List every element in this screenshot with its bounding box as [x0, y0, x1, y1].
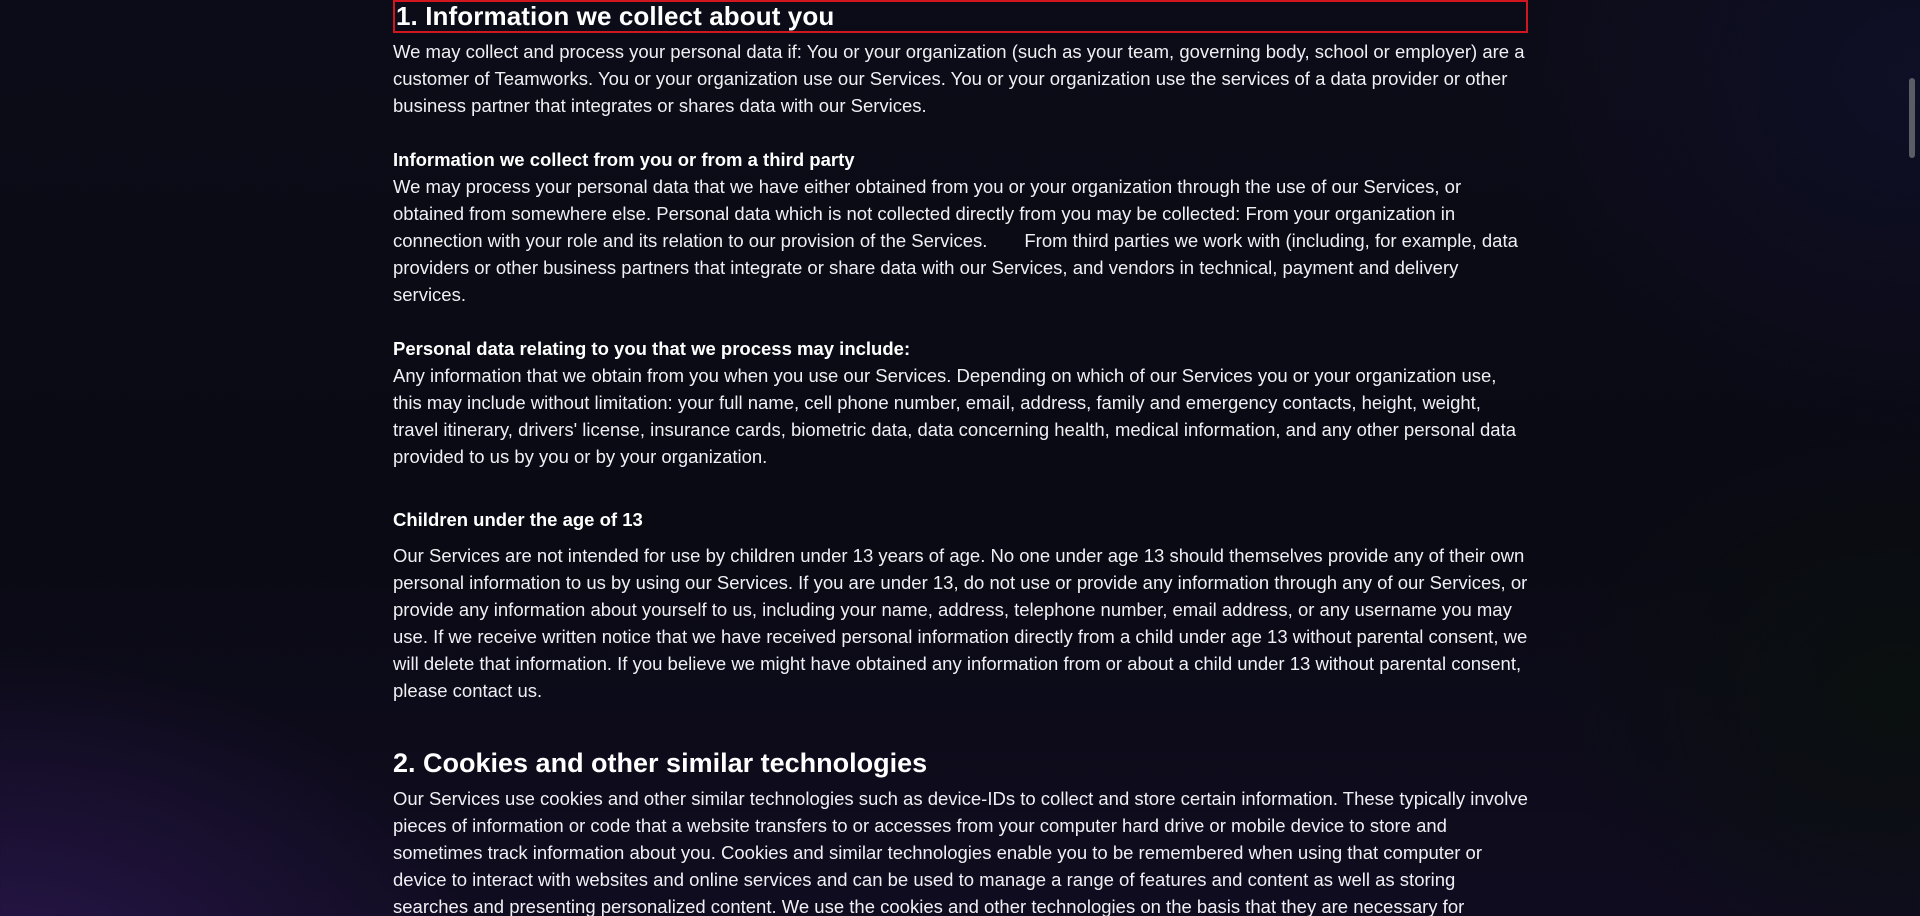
section-intro-paragraph: We may collect and process your personal data if: You or your organization (such as your team, governing body, school or employer) are a customer of Teamworks. You or your organization use our Services. You or your organization use the services of a data provider or other business partner that integrates or shares data with our Services. — [393, 41, 1525, 116]
subheading-collect-from-third-party: Information we collect from you or from a third party — [393, 149, 855, 170]
paragraph-collect-from-third-party: We may process your personal data that we have either obtained from you or your organization through the use of our Services, or obtained from somewhere else. Personal data which is not collected directly from you may be collected: From your organization in connection with your role and its relation to our provision of the Services. From third parties we work with (including, for example, data providers or other business partners that integrate or share data with our Services, and vendors in technical, payment and delivery services. — [393, 176, 1518, 305]
section-title-information-we-collect: 1. Information we collect about you — [393, 0, 1528, 33]
vertical-scrollbar[interactable] — [1904, 0, 1920, 916]
subheading-personal-data-may-include: Personal data relating to you that we process may include: — [393, 338, 911, 359]
paragraph-personal-data-may-include: Any information that we obtain from you when you use our Services. Depending on which of our Services you or your organization use, this may include without limitation: your full name, cell phone number, email, address, family and emergency contacts, height, weight, travel itinerary, drivers' license, insurance cards, biometric data, data concerning health, medical information, and any other personal data provided to us by you or by your organization. — [393, 365, 1517, 467]
section-title-cookies: 2. Cookies and other similar technologies — [393, 748, 928, 778]
subheading-children-under-13: Children under the age of 13 — [393, 509, 643, 530]
scrollbar-thumb[interactable] — [1909, 78, 1915, 158]
paragraph-children-under-13: Our Services are not intended for use by children under 13 years of age. No one under age 13 should themselves provide any of their own personal information to us by using our Services. If you are under 13, do not use or provide any information through any of our Services, or provide any information about yourself to us, including your name, address, telephone number, email address, or any username you may use. If we receive written notice that we have received personal information directly from a child under age 13 without parental consent, we will delete that information. If you believe we might have obtained any information from or about a child under 13 without parental consent, please contact us. — [393, 545, 1528, 701]
paragraph-cookies: Our Services use cookies and other similar technologies such as device-IDs to collect and store certain information. These typically involve pieces of information or code that a website transfers to or accesses from your computer hard drive or mobile device to store and sometimes track information about you. Cookies and similar technologies enable you to be remembered when using that computer or device to interact with websites and online services and can be used to manage a range of features and content as well as storing searches and presenting personalized content. We use the cookies and other technologies on the basis that they are necessary for — [393, 788, 1528, 916]
policy-content — [393, 0, 1528, 916]
